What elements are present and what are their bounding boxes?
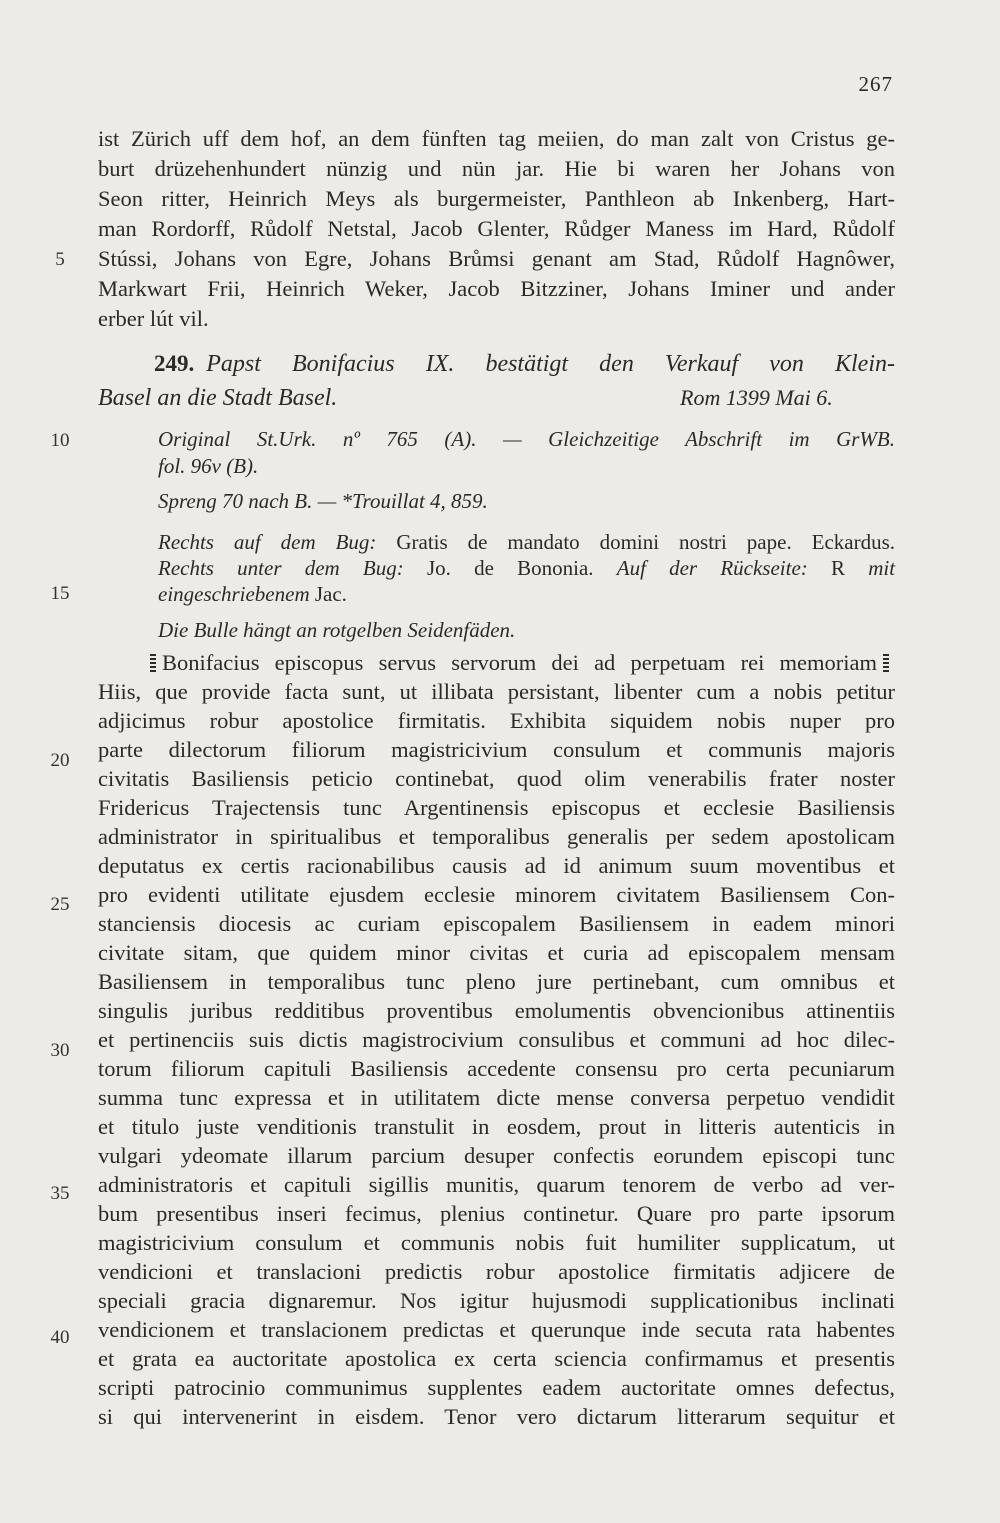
seal-note: Die Bulle hängt an rotgelben Seidenfäden. [158,618,516,642]
text-line: stanciensis diocesis ac curiam episcopalem Basiliensem in eadem minori [98,911,895,936]
text-line: bum presentibus inseri fecimus, plenius continetur. Quare pro parte ipsorum [98,1201,895,1226]
text-line: vulgari ydeomate illarum parcium desuper confectis eorundem episcopi tunc [98,1143,895,1168]
line-number: 30 [50,1040,70,1061]
text-line: erber lút vil. [98,306,209,331]
text-line: parte dilectorum filiorum magistricivium consulum et communis majoris [98,737,895,762]
text-line: pro evidenti utilitate ejusdem ecclesie minorem civitatem Basiliensem Con- [98,882,895,907]
text-line: Seon ritter, Heinrich Meys als burgermeister, Panthleon ab Inkenberg, Hart- [98,186,895,211]
note-text: Gratis de mandato domini nostri pape. Eckardus. [396,530,896,554]
text-line: adjicimus robur apostolice firmitatis. Exhibita siquidem nobis nuper pro [98,708,895,733]
text-line: administrator in spiritualibus et temporalibus generalis per sedem apostolicam [98,824,895,849]
source-line: Original St.Urk. nº 765 (A). — Gleichzeitige Abschrift im GrWB. [158,427,895,451]
text-line: Basiliensem in temporalibus tunc pleno jure pertinebant, cum omnibus et [98,969,895,994]
line-number: 25 [50,894,70,915]
note-line-2 [158,554,895,582]
body-first-line: Bonifacius episcopus servus servorum dei ad perpetuam rei memoriam [150,648,895,678]
text-line: administratoris et capituli sigillis munitis, quarum tenorem de verbo ad ver- [98,1172,895,1197]
note-text: R [830,556,845,580]
print-reference: Spreng 70 nach B. — *Trouillat 4, 859. [158,489,488,513]
document-date: Rom 1399 Mai 6. [680,385,833,410]
text-line: speciali gracia dignaremur. Nos igitur hujusmodi supplicationibus inclinati [98,1288,895,1313]
note-label: mit [868,556,896,580]
document-title-cont: Basel an die Stadt Basel. [98,385,338,411]
note-label: Auf der Rückseite: [616,556,808,580]
line-number: 35 [50,1183,70,1204]
line-number: 20 [50,750,70,771]
document-number: 249. [154,351,195,376]
line-number: 10 [50,430,70,451]
line-number: 40 [50,1327,70,1348]
text-line: vendicioni et translacioni predictis robur apostolice firmitatis adjicere de [98,1259,895,1284]
line-number: 5 [55,249,65,270]
text-line: scripti patrocinio communimus supplentes eadem auctoritate omnes defectus, [98,1375,895,1400]
text-line: et pertinenciis suis dictis magistrocivium consulibus et communi ad hoc dilec- [98,1027,895,1052]
text-line: et titulo juste venditionis transtulit in eosdem, prout in litteris autenticis in [98,1114,895,1139]
line-number: 15 [50,583,70,604]
text-line: magistricivium consulum et communis nobis fuit humiliter supplicatum, ut [98,1230,895,1255]
text-line: Fridericus Trajectensis tunc Argentinensis episcopus et ecclesie Basiliensis [98,795,895,820]
text-line: et grata ea auctoritate apostolica ex certa sciencia confirmamus et presentis [98,1346,895,1371]
text-line: civitatis Basiliensis peticio continebat, quod olim venerabilis frater noster [98,766,895,791]
text-line: deputatus ex certis racionabilibus causis ad id animum suum moventibus et [98,853,895,878]
note-text: Jo. de Bononia. [426,556,594,580]
text-line: burt drüzehenhundert nünzig und nün jar. Hie bi waren her Johans von [98,156,895,181]
text-line: Stússi, Johans von Egre, Johans Brůmsi genant am Stad, Růdolf Hagnôwer, [98,246,895,271]
note-line-1 [158,528,895,556]
text-line: Hiis, que provide facta sunt, ut illibata persistant, libenter cum a nobis petitur [98,679,895,704]
text-line: civitate sitam, que quidem minor civitas et curia ad episcopalem mensam [98,940,895,965]
note-text: Jac. [314,582,347,606]
note-label: Rechts auf dem Bug: [158,530,377,554]
text-line: vendicionem et translacionem predictas et querunque inde secuta rata habentes [98,1317,895,1342]
text-line: si qui intervenerint in eisdem. Tenor vero dictarum litterarum sequitur et [98,1404,895,1429]
note-label: eingeschriebenem [158,582,310,606]
text-line: Markwart Frii, Heinrich Weker, Jacob Bitzziner, Johans Iminer und ander [98,276,895,301]
separator-mark-icon [883,654,889,672]
source-line-2: fol. 96v (B). [158,454,259,478]
document-title: Papst Bonifacius IX. bestätigt den Verkauf von Klein- [206,351,895,377]
text-line: ist Zürich uff dem hof, an dem fünften tag meiien, do man zalt von Cristus ge- [98,126,895,151]
text-line: torum filiorum capituli Basiliensis accedente consensu pro certa pecuniarum [98,1056,895,1081]
text-line: summa tunc expressa et in utilitatem dicte mense conversa perpetuo vendidit [98,1085,895,1110]
note-label: Rechts unter dem Bug: [158,556,404,580]
page-number: 267 [858,72,893,96]
text-line: man Rordorff, Růdolf Netstal, Jacob Glenter, Růdger Maness im Hard, Růdolf [98,216,895,241]
document-title-line [98,348,895,380]
separator-mark-icon [150,654,156,672]
text-line: singulis juribus redditibus proventibus emolumentis obvencionibus attinentiis [98,998,895,1023]
note-line-3 [158,580,347,608]
